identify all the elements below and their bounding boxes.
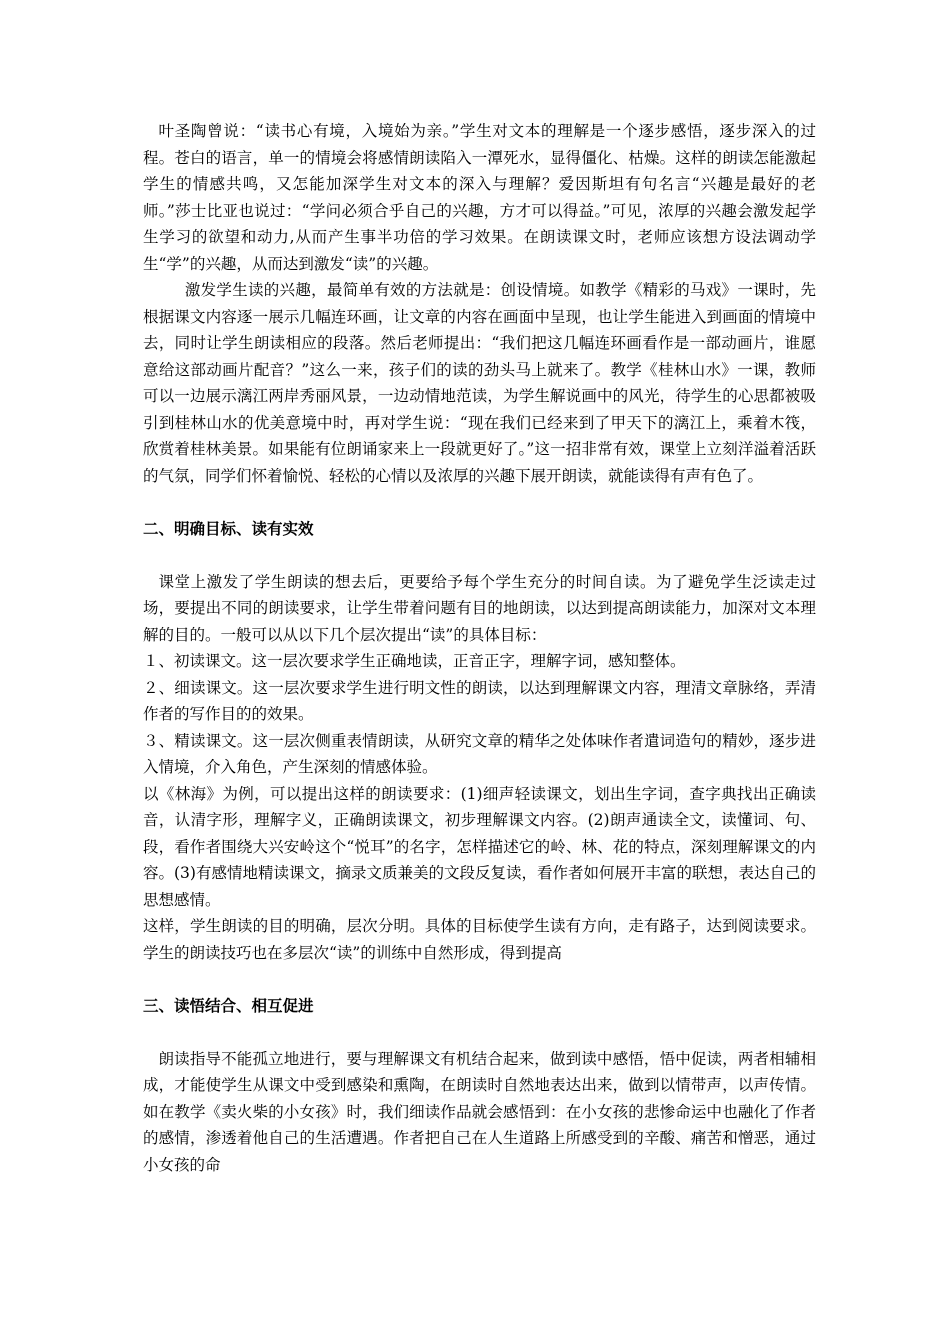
paragraph-goals-intro: 课堂上激发了学生朗读的想去后，更要给予每个学生充分的时间自读。为了避免学生泛读走过场，要提出不同的朗读要求，让学生带着问题有目的地朗读，以达到提高朗读能力，加深对文本理解的目的。一般可以从以下几个层次提出“读”的具体目标：	[143, 572, 816, 644]
paragraph-linhai-example: 以《林海》为例，可以提出这样的朗读要求：(1)细声轻读课文，划出生字词，查字典找出正确读音，认清字形，理解字义，正确朗读课文，初步理解课文内容。(2)朗声通读全文，读懂词、句、段，看作者围绕大兴安岭这个“悦耳”的名字，怎样描述它的岭、林、花的特点，深刻理解课文的内容。(3)有感情地精读课文，摘录文质兼美的文段反复读，看作者如何展开丰富的联想，表达自己的思想感情。	[143, 784, 816, 909]
paragraph-interest-intro: 叶圣陶曾说：“读书心有境，入境始为亲。”学生对文本的理解是一个逐步感悟，逐步深入的过程。苍白的语言，单一的情境会将感情朗读陷入一潭死水，显得僵化、枯燥。这样的朗读怎能激起学生的情感共鸣，又怎能加深学生对文本的深入与理解？爱因斯坦有句名言“兴趣是最好的老师。”莎士比亚也说过：“学问必须合乎自己的兴趣，方才可以得益。”可见，浓厚的兴趣会激发起学生学习的欲望和动力,从而产生事半功倍的学习效果。在朗读课文时，老师应该想方设法调动学生“学”的兴趣，从而达到激发“读”的兴趣。	[143, 122, 816, 273]
document-page	[143, 118, 816, 1178]
section-heading-2: 二、明确目标、读有实效	[143, 520, 314, 538]
paragraph-goals-summary: 这样，学生朗读的目的明确，层次分明。具体的目标使学生读有方向，走有路子，达到阅读要求。学生的朗读技巧也在多层次“读”的训练中自然形成，得到提高	[143, 917, 816, 962]
paragraph-create-situation: 激发学生读的兴趣，最简单有效的方法就是：创设情境。如教学《精彩的马戏》一课时，先根据课文内容逐一展示几幅连环画，让文章的内容在画面中呈现，也让学生能进入到画面的情境中去，同时让学生朗读相应的段落。然后老师提出：“我们把这几幅连环画看作是一部动画片，谁愿意给这部动画片配音？”这么一来，孩子们的读的劲头马上就来了。教学《桂林山水》一课，教师可以一边展示漓江两岸秀丽风景，一边动情地范读，为学生解说画中的风光，待学生的心思都被吸引到桂林山水的优美意境中时，再对学生说：“现在我们已经来到了甲天下的漓江上，乘着木筏，欣赏着桂林美景。如果能有位朗诵家来上一段就更好了。”这一招非常有效，课堂上立刻洋溢着活跃的气氛，同学们怀着愉悦、轻松的心情以及浓厚的兴趣下展开朗读，就能读得有声有色了。	[143, 281, 816, 485]
section-heading-3: 三、读悟结合、相互促进	[143, 997, 314, 1015]
list-item-first-reading: １、初读课文。这一层次要求学生正确地读，正音正字，理解字词，感知整体。	[143, 652, 686, 670]
list-item-intensive-reading: ３、精读课文。这一层次侧重表情朗读，从研究文章的精华之处体味作者遣词造句的精妙，逐步进入情境，介入角色，产生深刻的情感体验。	[143, 731, 816, 776]
list-item-detailed-reading: ２、细读课文。这一层次要求学生进行明文性的朗读，以达到理解课文内容，理清文章脉络，弄清作者的写作目的的效果。	[143, 678, 816, 723]
paragraph-reading-comprehension: 朗读指导不能孤立地进行，要与理解课文有机结合起来，做到读中感悟，悟中促读，两者相辅相成，才能使学生从课文中受到感染和熏陶，在朗读时自然地表达出来，做到以情带声，以声传情。如在教学《卖火柴的小女孩》时，我们细读作品就会感悟到：在小女孩的悲惨命运中也融化了作者的感情，渗透着他自己的生活遭遇。作者把自己在人生道路上所感受到的辛酸、痛苦和憎恶，通过小女孩的命	[143, 1049, 816, 1174]
